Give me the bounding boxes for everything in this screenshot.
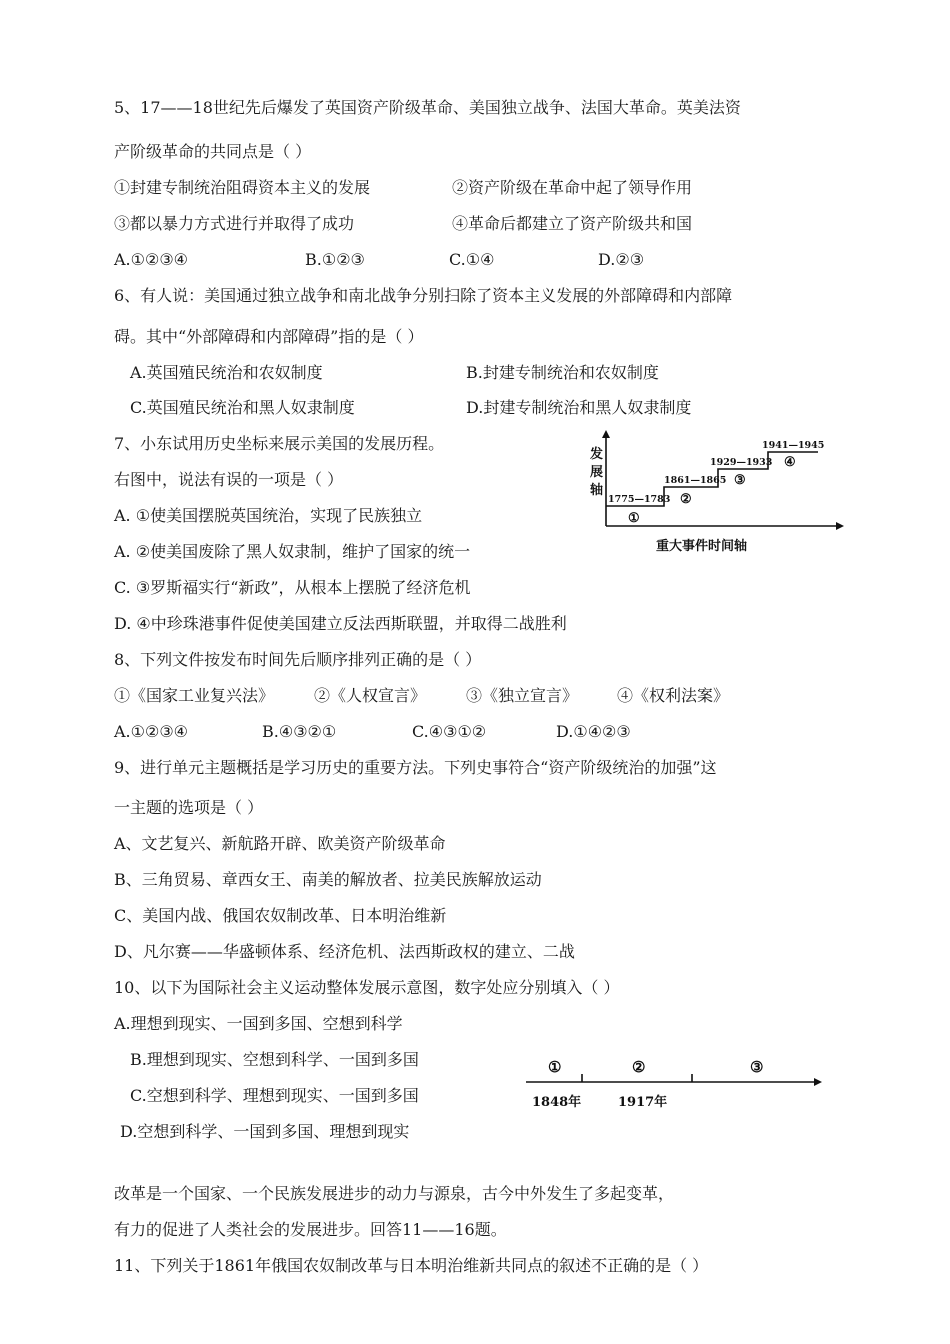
q7-option-c: C. ③罗斯福实行“新政”，从根本上摆脱了经济危机 — [114, 578, 471, 597]
q5-stem-line1: 5、17——18世纪先后爆发了英国资产阶级革命、美国独立战争、法国大革命。英美法资 — [114, 98, 741, 117]
q10-timeline-figure — [522, 1048, 828, 1114]
period-label-1861-1865: 1861—1865 — [664, 475, 727, 486]
q5-option-a: A.①②③④ — [114, 250, 189, 269]
q8-stem: 8、下列文件按发布时间先后顺序排列正确的是（ ） — [114, 650, 482, 669]
q10-option-d: D.空想到科学、一国到多国、理想到现实 — [120, 1122, 410, 1141]
q8-document-1: ①《国家工业复兴法》 — [114, 686, 275, 705]
reform-intro-line1: 改革是一个国家、一个民族发展进步的动力与源泉，古今中外发生了多起变革， — [114, 1184, 675, 1203]
q9-option-a: A、文艺复兴、新航路开辟、欧美资产阶级革命 — [114, 834, 446, 853]
step-mark-3: ③ — [734, 473, 746, 488]
y-axis-label-char-3: 轴 — [590, 483, 604, 498]
q7-stem-line1: 7、小东试用历史坐标来展示美国的发展历程。 — [114, 434, 445, 453]
q9-option-d: D、凡尔赛——华盛顿体系、经济危机、法西斯政权的建立、二战 — [114, 942, 575, 961]
q8-document-2: ②《人权宣言》 — [314, 686, 427, 705]
q5-stem-line2: 产阶级革命的共同点是（ ） — [114, 142, 312, 161]
q5-option-c: C.①④ — [449, 250, 495, 269]
q9-stem-line2: 一主题的选项是（ ） — [114, 798, 264, 817]
timeline-mark-3: ③ — [750, 1058, 764, 1076]
q5-option-b: B.①②③ — [305, 250, 365, 269]
q6-stem-line2: 碍。其中“外部障碍和内部障碍”指的是（ ） — [114, 327, 424, 346]
q7-option-b: A. ②使美国废除了黑人奴隶制，维护了国家的统一 — [114, 542, 471, 561]
period-label-1775-1783: 1775—1783 — [608, 494, 671, 505]
q5-statement-3: ③都以暴力方式进行并取得了成功 — [114, 214, 355, 233]
q8-document-4: ④《权利法案》 — [617, 686, 730, 705]
q5-statement-2: ②资产阶级在革命中起了领导作用 — [452, 178, 693, 197]
q8-option-d: D.①④②③ — [556, 722, 631, 741]
timeline-year-1917: 1917年 — [618, 1095, 668, 1110]
q8-option-c: C.④③①② — [412, 722, 487, 741]
q7-option-a: A. ①使美国摆脱英国统治，实现了民族独立 — [114, 506, 423, 525]
q7-development-figure — [578, 430, 850, 558]
q8-option-a: A.①②③④ — [114, 722, 189, 741]
q5-option-d: D.②③ — [598, 250, 645, 269]
timeline-mark-2: ② — [632, 1058, 646, 1076]
q10-option-b: B.理想到现实、空想到科学、一国到多国 — [130, 1050, 419, 1069]
x-axis-label: 重大事件时间轴 — [656, 539, 748, 554]
q6-option-c: C.英国殖民统治和黑人奴隶制度 — [130, 398, 355, 417]
q6-option-b: B.封建专制统治和农奴制度 — [466, 363, 659, 382]
reform-intro-line2: 有力的促进了人类社会的发展进步。回答11——16题。 — [114, 1220, 507, 1239]
y-axis-label-char-2: 展 — [590, 465, 604, 480]
q9-option-b: B、三角贸易、章西女王、南美的解放者、拉美民族解放运动 — [114, 870, 542, 889]
q9-option-c: C、美国内战、俄国农奴制改革、日本明治维新 — [114, 906, 447, 925]
q7-stem-line2: 右图中，说法有误的一项是（ ） — [114, 470, 344, 489]
timeline-axis — [526, 1074, 822, 1086]
q6-option-a: A.英国殖民统治和农奴制度 — [130, 363, 323, 382]
y-axis-label-char-1: 发 — [590, 447, 604, 462]
q10-option-a: A.理想到现实、一国到多国、空想到科学 — [114, 1014, 403, 1033]
step-mark-1: ① — [628, 511, 640, 526]
q9-stem-line1: 9、进行单元主题概括是学习历史的重要方法。下列史事符合“资产阶级统治的加强”这 — [114, 758, 717, 777]
period-label-1929-1933: 1929—1933 — [710, 457, 773, 468]
q10-option-c: C.空想到科学、理想到现实、一国到多国 — [130, 1086, 419, 1105]
q11-stem: 11、下列关于1861年俄国农奴制改革与日本明治维新共同点的叙述不正确的是（ ） — [114, 1256, 709, 1275]
timeline-year-1848: 1848年 — [532, 1095, 582, 1110]
q6-option-d: D.封建专制统治和黑人奴隶制度 — [466, 398, 692, 417]
q7-option-d: D. ④中珍珠港事件促使美国建立反法西斯联盟，并取得二战胜利 — [114, 614, 567, 633]
step-mark-4: ④ — [784, 455, 796, 470]
q10-stem: 10、以下为国际社会主义运动整体发展示意图，数字处应分别填入（ ） — [114, 978, 620, 997]
q6-stem-line1: 6、有人说：美国通过独立战争和南北战争分别扫除了资本主义发展的外部障碍和内部障 — [114, 286, 733, 305]
q5-statement-1: ①封建专制统治阻碍资本主义的发展 — [114, 178, 371, 197]
q8-option-b: B.④③②① — [262, 722, 337, 741]
q5-statement-4: ④革命后都建立了资产阶级共和国 — [452, 214, 693, 233]
period-label-1941-1945: 1941—1945 — [762, 440, 825, 451]
timeline-mark-1: ① — [548, 1058, 562, 1076]
q8-document-3: ③《独立宣言》 — [466, 686, 579, 705]
step-mark-2: ② — [680, 492, 692, 507]
